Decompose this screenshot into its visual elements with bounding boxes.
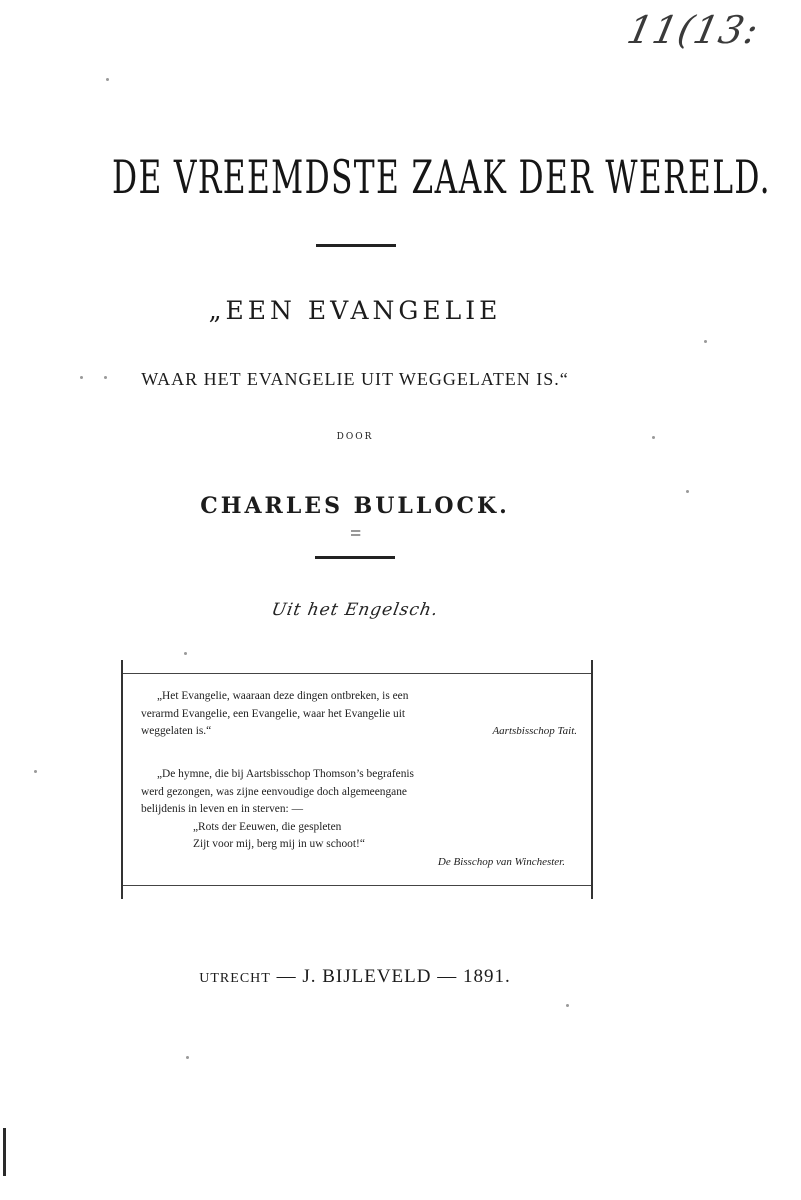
scan-speck (106, 78, 109, 81)
scan-speck (704, 340, 707, 343)
scan-speck (104, 376, 107, 379)
author-underline-mark: = (350, 523, 362, 545)
imprint-year: 1891. (462, 966, 511, 987)
divider-rule (315, 556, 395, 559)
quote-line: „Het Evangelie, waaraan deze dingen ontbreken, is een (157, 690, 409, 702)
scan-speck (186, 1056, 189, 1059)
imprint-place: UTRECHT (199, 971, 271, 986)
box-corner-mark (591, 660, 593, 674)
quote-line: werd gezongen, was zijne eenvoudige doch algemeengane (141, 785, 407, 798)
verse-line: „Rots der Eeuwen, die gespleten (193, 820, 342, 833)
subtitle-line-2: WAAR HET EVANGELIE UIT WEGGELATEN IS.“ (141, 369, 569, 389)
imprint (0, 966, 710, 988)
subtitle-line-1: „EEN EVANGELIE (208, 296, 502, 325)
handwritten-shelfmark: 11(13: (623, 8, 764, 52)
scan-speck (34, 770, 37, 773)
book-title: DE VREEMDSTE ZAAK DER WERELD. (112, 150, 771, 204)
author-name: CHARLES BULLOCK. (200, 493, 510, 519)
epigraph-quote-1 (141, 688, 577, 741)
scan-speck (80, 376, 83, 379)
by-word: DOOR (336, 432, 374, 442)
quote-line: „De hymne, die bij Aartsbisschop Thomson’s begrafenis (157, 768, 414, 780)
imprint-separator: — (437, 966, 458, 987)
scan-speck (686, 490, 689, 493)
quote-line: weggelaten is.“ (141, 725, 212, 737)
box-corner-mark (121, 885, 123, 899)
quote-attribution: De Bisschop van Winchester. (437, 855, 565, 868)
verse-line: Zijt voor mij, berg mij in uw schoot!“ (193, 838, 365, 850)
quote-line: verarmd Evangelie, een Evangelie, waar het Evangelie uit (141, 707, 406, 720)
quote-line-with-attribution (141, 723, 577, 741)
scan-speck (184, 652, 187, 655)
quote-line: belijdenis in leven en in sterven: — (141, 803, 303, 815)
divider-rule (316, 244, 396, 247)
quote-attribution: Aartsbisschop Tait. (492, 725, 577, 737)
scan-speck (652, 436, 655, 439)
imprint-separator: — (276, 966, 297, 987)
scan-speck (566, 1004, 569, 1007)
epigraph-box (121, 673, 593, 886)
box-corner-mark (591, 885, 593, 899)
translation-note: Uit het Engelsch. (269, 600, 441, 620)
scan-edge-mark (3, 1128, 6, 1176)
imprint-publisher: J. BIJLEVELD (302, 966, 432, 987)
box-corner-mark (121, 660, 123, 674)
epigraph-quote-2 (141, 766, 577, 871)
